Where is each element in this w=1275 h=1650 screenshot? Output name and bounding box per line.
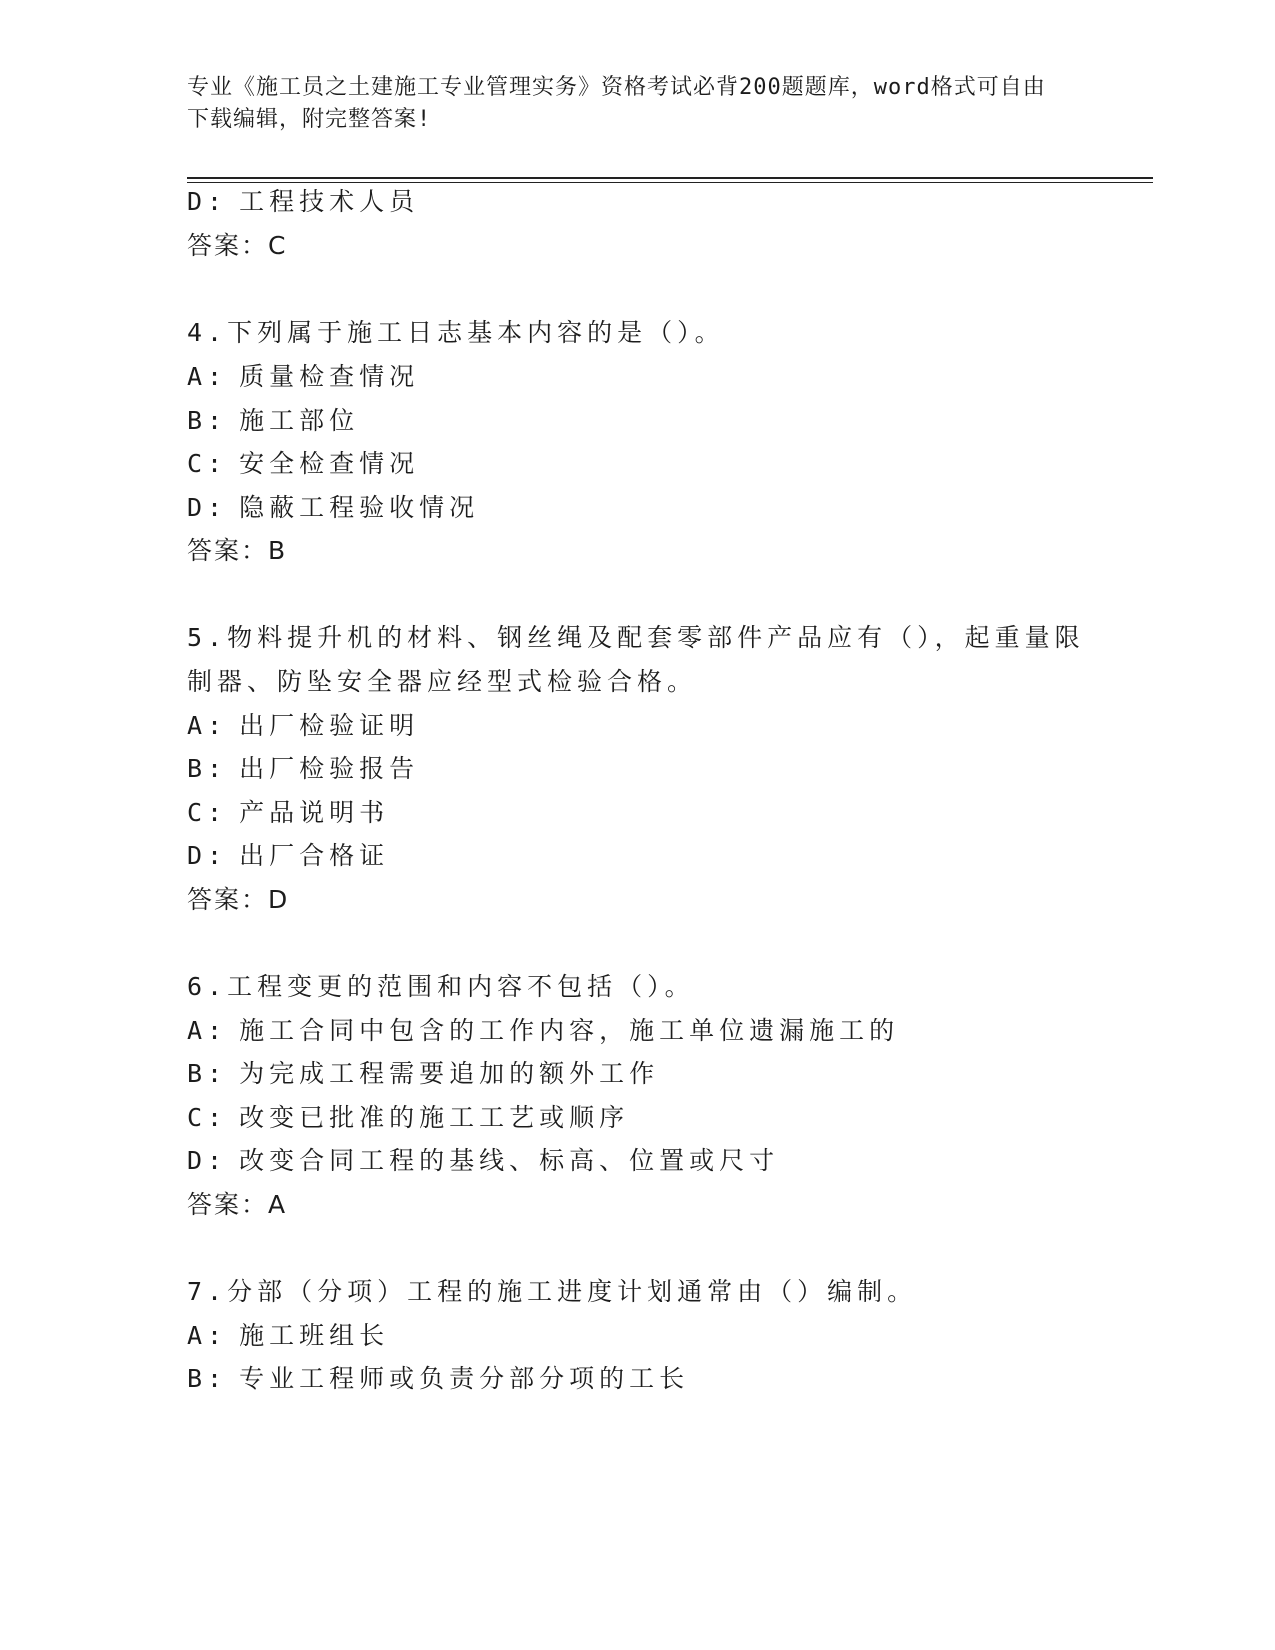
question-stem: 4.下列属于施工日志基本内容的是（）。 — [187, 318, 725, 347]
option-text: 隐蔽工程验收情况 — [239, 493, 480, 522]
question-stem-continued: 制器、防坠安全器应经型式检验合格。 — [187, 667, 698, 696]
header-divider-thick — [187, 177, 1153, 179]
option-text: 安全检查情况 — [239, 449, 420, 478]
option-label: D: — [187, 493, 228, 522]
option-text: 改变已批准的施工工艺或顺序 — [239, 1103, 630, 1132]
option-text: 施工部位 — [239, 406, 360, 435]
option-d — [187, 838, 389, 874]
option-b — [187, 403, 359, 439]
option-b — [187, 751, 419, 787]
option-label: D: — [187, 187, 228, 216]
option-label: B: — [187, 1364, 228, 1393]
option-b — [187, 1056, 659, 1092]
option-a — [187, 1013, 899, 1049]
option-label: C: — [187, 1103, 228, 1132]
option-a — [187, 359, 419, 395]
option-label: C: — [187, 798, 228, 827]
option-b — [187, 1361, 689, 1397]
option-text: 为完成工程需要追加的额外工作 — [239, 1059, 660, 1088]
option-text: 产品说明书 — [239, 798, 390, 827]
option-a — [187, 708, 419, 744]
option-label: A: — [187, 1321, 228, 1350]
option-label: A: — [187, 1016, 228, 1045]
answer-line: 答案：D — [187, 885, 290, 914]
option-c — [187, 446, 419, 482]
option-label: D: — [187, 841, 228, 870]
option-c — [187, 795, 389, 831]
option-text: 工程技术人员 — [239, 187, 420, 216]
question-stem: 5.物料提升机的材料、钢丝绳及配套零部件产品应有（），起重量限 — [187, 623, 1085, 652]
answer-line: 答案：A — [187, 1190, 288, 1219]
option-label: B: — [187, 406, 228, 435]
option-text: 出厂检验证明 — [239, 711, 420, 740]
document-header: 专业《施工员之土建施工专业管理实务》资格考试必背200题题库，word格式可自由下载编辑，附完整答案! — [187, 75, 1046, 132]
option-text: 出厂检验报告 — [239, 754, 420, 783]
header-divider-thin — [187, 182, 1153, 183]
option-text: 出厂合格证 — [239, 841, 390, 870]
option-text: 施工合同中包含的工作内容，施工单位遗漏施工的 — [239, 1016, 900, 1045]
option-text: 施工班组长 — [239, 1321, 390, 1350]
answer-line: 答案：C — [187, 231, 288, 260]
answer-line: 答案：B — [187, 536, 288, 565]
option-label: B: — [187, 754, 228, 783]
option-label: A: — [187, 711, 228, 740]
option-label: C: — [187, 449, 228, 478]
option-a — [187, 1318, 389, 1354]
option-text: 专业工程师或负责分部分项的工长 — [239, 1364, 690, 1393]
question-stem: 6.工程变更的范围和内容不包括（）。 — [187, 972, 695, 1001]
option-text: 质量检查情况 — [239, 362, 420, 391]
option-d — [187, 490, 479, 526]
option-text: 改变合同工程的基线、标高、位置或尺寸 — [239, 1146, 780, 1175]
question-stem: 7.分部（分项）工程的施工进度计划通常由（）编制。 — [187, 1277, 918, 1306]
option-label: A: — [187, 362, 228, 391]
option-d — [187, 184, 419, 220]
option-label: B: — [187, 1059, 228, 1088]
option-label: D: — [187, 1146, 228, 1175]
option-c — [187, 1100, 629, 1136]
option-d — [187, 1143, 779, 1179]
